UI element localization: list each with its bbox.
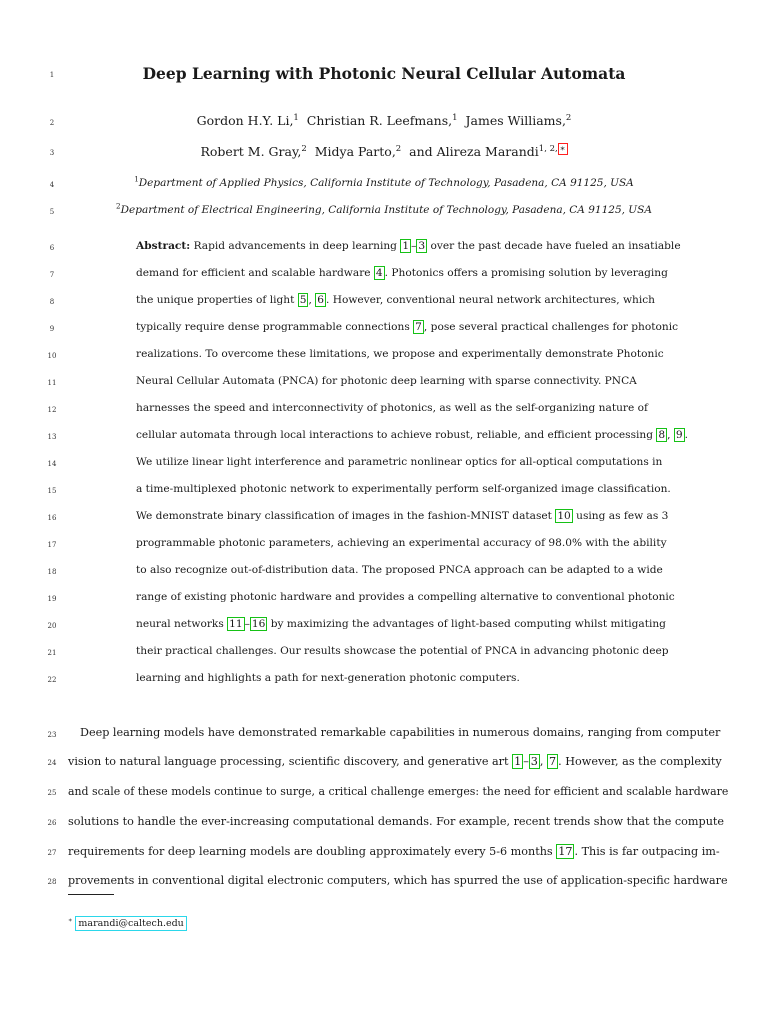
corresponding-author-link[interactable]: ∗ xyxy=(559,143,566,154)
abstract-line: Abstract: Rapid advancements in deep learning 1 – 3 over the past decade have fueled an insatiable xyxy=(136,240,681,252)
line-number: 21 xyxy=(47,649,57,657)
line-number: 20 xyxy=(47,622,57,630)
author-name: James Williams, xyxy=(465,113,566,128)
paper-title: Deep Learning with Photonic Neural Cellular Automata xyxy=(142,64,626,83)
abstract-line: realizations. To overcome these limitations, we propose and experimentally demonstrate Photonic xyxy=(136,348,664,360)
line-number: 8 xyxy=(49,298,55,306)
abstract-line: a time-multiplexed photonic network to experimentally perform self-organized image classification. xyxy=(136,483,671,495)
author-line-1 xyxy=(0,113,768,128)
line-number: 14 xyxy=(47,460,57,468)
author-name: Christian R. Leefmans, xyxy=(306,113,453,128)
author-affiliation-mark: 2 xyxy=(565,112,572,123)
abstract-line: harnesses the speed and interconnectivity of photonics, as well as the self-organizing nature of xyxy=(136,402,648,414)
line-number: 25 xyxy=(47,789,57,797)
line-number: 1 xyxy=(49,71,55,79)
abstract-line: neural networks 11 – 16 by maximizing the advantages of light-based computing whilst mitigating xyxy=(136,618,666,630)
affiliation-2 xyxy=(0,201,768,216)
author-name: Gordon H.Y. Li, xyxy=(196,113,294,128)
abstract-line: cellular automata through local interactions to achieve robust, reliable, and efficient processing 8 , 9 . xyxy=(136,429,689,441)
line-number: 6 xyxy=(49,244,55,252)
citation-link[interactable]: 1 xyxy=(514,755,522,768)
line-number: 26 xyxy=(47,819,57,827)
affiliation-1 xyxy=(0,174,768,189)
citation-link[interactable]: 9 xyxy=(675,429,683,441)
line-number: 12 xyxy=(47,406,57,414)
line-number: 19 xyxy=(47,595,57,603)
citation-link[interactable]: 7 xyxy=(549,755,557,768)
line-number: 27 xyxy=(47,849,57,857)
affiliation-mark: 1 xyxy=(134,174,139,184)
abstract-line: demand for efficient and scalable hardware 4 . Photonics offers a promising solution by leveraging xyxy=(136,267,668,279)
body-line: requirements for deep learning models are doubling approximately every 5-6 months 17 . This is far outpacing im- xyxy=(68,845,720,858)
line-number: 3 xyxy=(49,149,55,157)
author-affiliation-mark: 1, 2, ∗ xyxy=(538,143,566,154)
abstract-line: typically require dense programmable connections 7 , pose several practical challenges for photonic xyxy=(136,321,679,333)
line-number: 11 xyxy=(47,379,57,387)
line-number: 13 xyxy=(47,433,57,441)
line-number: 23 xyxy=(47,731,57,739)
line-number: 7 xyxy=(49,271,55,279)
author-line-2 xyxy=(0,144,768,159)
citation-link[interactable]: 5 xyxy=(299,294,307,306)
line-number: 5 xyxy=(49,208,55,216)
body-line: Deep learning models have demonstrated remarkable capabilities in numerous domains, ranging from computer xyxy=(80,726,721,739)
line-number: 22 xyxy=(47,676,57,684)
author-name: Midya Parto, xyxy=(314,144,396,159)
abstract-line: their practical challenges. Our results showcase the potential of PNCA in advancing photonic deep xyxy=(136,645,669,657)
abstract-line: We demonstrate binary classification of images in the fashion-MNIST dataset 10 using as few as 3 xyxy=(136,510,669,522)
author-affiliation-mark: 1 xyxy=(452,112,458,123)
abstract-line: programmable photonic parameters, achieving an experimental accuracy of 98.0% with the ability xyxy=(136,537,667,549)
line-number: 9 xyxy=(49,325,55,333)
body-line: solutions to handle the ever-increasing computational demands. For example, recent trends show that the compute xyxy=(68,815,725,828)
author-affiliation-mark: 2 xyxy=(301,143,307,154)
author-affiliation-mark: 2 xyxy=(395,143,402,154)
affiliation-text: Department of Applied Physics, California Institute of Technology, Pasadena, CA 91125, USA xyxy=(138,177,634,189)
citation-link[interactable]: 1 xyxy=(402,240,410,252)
affiliation-text: Department of Electrical Engineering, California Institute of Technology, Pasadena, CA 91125, USA xyxy=(120,204,652,216)
author-name: Robert M. Gray, xyxy=(200,144,302,159)
citation-link[interactable]: 11 xyxy=(229,618,243,630)
citation-link[interactable]: 4 xyxy=(375,267,383,279)
citation-link[interactable]: 7 xyxy=(415,321,422,333)
abstract-label: Abstract: xyxy=(136,240,191,252)
line-number: 15 xyxy=(47,487,57,495)
abstract-line: to also recognize out-of-distribution data. The proposed PNCA approach can be adapted to a wide xyxy=(136,564,663,576)
citation-link[interactable]: 6 xyxy=(317,294,324,306)
author-name: and Alireza Marandi xyxy=(409,144,539,159)
citation-link[interactable]: 8 xyxy=(658,429,666,441)
footnote xyxy=(68,915,187,929)
abstract-line: the unique properties of light 5 , 6 . However, conventional neural network architectures, which xyxy=(136,294,655,306)
line-number: 16 xyxy=(47,514,57,522)
citation-link[interactable]: 3 xyxy=(530,755,538,768)
line-number: 2 xyxy=(49,119,55,127)
citation-link[interactable]: 17 xyxy=(558,845,573,858)
author-affiliation-mark: 1 xyxy=(293,112,299,123)
line-number: 28 xyxy=(47,878,57,886)
abstract-line: We utilize linear light interference and parametric nonlinear optics for all-optical computations in xyxy=(136,456,663,468)
body-line: provements in conventional digital electronic computers, which has spurred the use of application-specific hardware xyxy=(68,874,728,887)
abstract-line: learning and highlights a path for next-generation photonic computers. xyxy=(136,672,520,684)
footnote-mark: ∗ xyxy=(68,915,73,924)
abstract-line: Neural Cellular Automata (PNCA) for photonic deep learning with sparse connectivity. PNCA xyxy=(136,375,637,387)
line-number: 10 xyxy=(47,352,57,360)
line-number: 24 xyxy=(47,759,57,767)
affiliation-mark: 2 xyxy=(116,201,121,211)
body-line: vision to natural language processing, scientific discovery, and generative art 1 – 3 , 7 . However, as the complexity xyxy=(68,755,722,768)
abstract-line: range of existing photonic hardware and provides a compelling alternative to conventional photonic xyxy=(136,591,675,603)
line-number: 4 xyxy=(49,181,55,189)
citation-link[interactable]: 3 xyxy=(418,240,426,252)
line-number: 17 xyxy=(47,541,57,549)
body-line: and scale of these models continue to surge, a critical challenge emerges: the need for efficient and scalable hardware xyxy=(68,785,729,798)
citation-link[interactable]: 16 xyxy=(251,618,266,630)
citation-link[interactable]: 10 xyxy=(557,510,571,522)
line-number: 18 xyxy=(47,568,57,576)
footnote-rule xyxy=(68,894,114,895)
email-link[interactable]: marandi@caltech.edu xyxy=(75,916,186,931)
